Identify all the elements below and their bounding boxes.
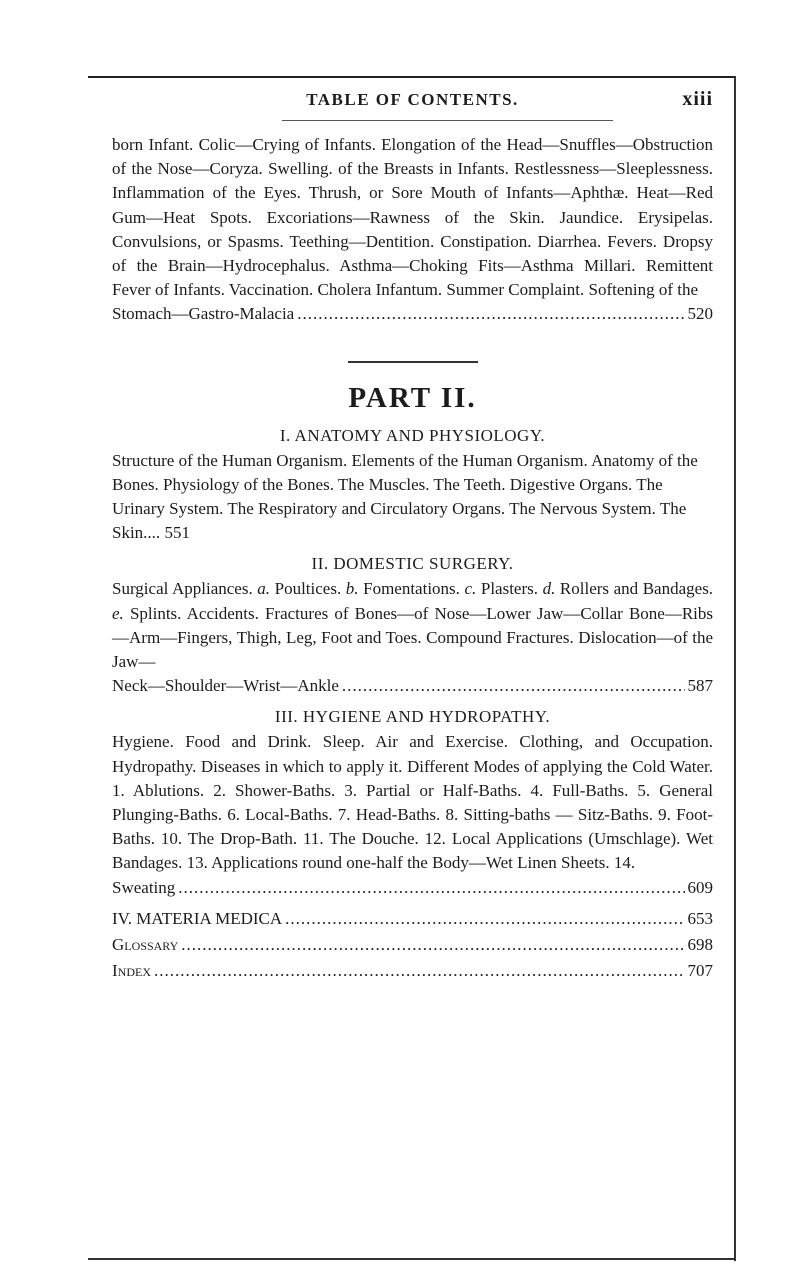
continued-entry-text: born Infant. Colic—Crying of Infants. Elongation of the Head—Snuffles—Obstruction of the Nose—Coryza. Swelling. of the Breasts in Infants. Restlessness—Sleeplessness. Inflammation of the Eyes. Thrush, or Sore Mouth of Infants—Aphthæ. Heat—Red Gum—Heat Spots. Excoriations—Rawness of the Skin. Jaundice. Erysipelas. Convulsions, or Spasms. Teething—Dentition. Constipation. Diarrhea. Fevers. Dropsy of the Brain—Hydrocephalus. Asthma—Choking Fits—Asthma Millari. Remittent Fever of Infants. Vaccination. Cholera Infantum. Summer Complaint. Softening of the [112,135,713,300]
dot-leader [297,302,684,326]
section-hygiene-page: 609 [687,877,713,897]
surgery-text-d: Plasters. [480,579,539,599]
surgery-marker-c: c. [464,579,477,599]
running-head-rule [282,120,613,121]
section-hygiene-last-line: Sweating [112,877,176,897]
continued-entry [112,133,713,327]
part-divider-rule [348,361,478,363]
surgery-marker-b: b. [345,579,359,599]
page-number: xiii [682,88,713,110]
surgery-text-e: Rollers and Bandages. [559,579,714,599]
continued-entry-page: 520 [687,304,713,324]
surgery-marker-d: d. [542,579,556,599]
scan-border-bottom [88,1258,736,1260]
scan-border-top [88,76,736,78]
book-page [112,88,713,984]
section-surgery-last-line: Neck—Shoulder—Wrist—Ankle [112,676,339,696]
section-heading-surgery: II. DOMESTIC SURGERY. [311,554,514,574]
trailing-entries [112,906,713,984]
toc-entry-page: 707 [687,960,713,980]
dot-leader [178,876,684,900]
surgery-text-b: Poultices. [274,579,342,599]
surgery-text-f: Splints. Accidents. Fractures of Bones—of Nose—Lower Jaw—Collar Bone—Ribs—Arm—Fingers, Thigh, Leg, Foot and Toes. Compound Fractures. Dislocation—of the Jaw— [112,603,714,672]
section-hygiene [112,730,713,899]
section-surgery [112,577,713,698]
toc-entry-index [112,958,713,984]
section-heading-hygiene: III. HYGIENE AND HYDROPATHY. [274,707,551,727]
toc-entry-label: Index [112,960,151,980]
continued-entry-leader [112,302,713,326]
section-hygiene-text: Hygiene. Food and Drink. Sleep. Air and Exercise. Clothing, and Occupation. Hydropathy. Diseases in which to apply it. Different Modes of applying the Cold Water. 1. Ablutions. 2. Shower-Baths. 3. Partial or Half-Baths. 4. Full-Baths. 5. General Plunging-Baths. 6. Local-Baths. 7. Head-Baths. 8. Sitting-baths — Sitz-Baths. 9. Foot-Baths. 10. The Drop-Bath. 11. The Douche. 12. Local Applications (Umschlage). Wet Bandages. 13. Applications round one-half the Body—Wet Linen Sheets. 14. [112,732,713,873]
surgery-marker-e: e. [112,603,124,623]
dot-leader [285,906,684,932]
toc-entry-label: IV. MATERIA MEDICA [112,908,283,928]
section-surgery-text [112,577,713,674]
toc-entry-label: Glossary [112,934,179,954]
section-heading-anatomy: I. ANATOMY AND PHYSIOLOGY. [279,425,546,445]
section-surgery-leader [112,674,713,698]
surgery-marker-a: a. [257,579,271,599]
scan-border-right [734,76,736,1261]
toc-entry-page: 653 [687,908,713,928]
section-anatomy-page: 551 [164,523,190,543]
running-head-title: TABLE OF CONTENTS. [306,90,519,109]
toc-entry-page: 698 [687,934,713,954]
surgery-text-c: Fomentations. [363,579,460,599]
dot-leader [154,958,685,984]
section-anatomy-text: Structure of the Human Organism. Elements of the Human Organism. Anatomy of the Bones. Physiology of the Bones. The Muscles. The Teeth. Digestive Organs. The Urinary System. The Respiratory and Circulatory Organs. The Nervous System. The Skin.... [112,450,698,543]
surgery-text-a: Surgical Appliances. [112,579,253,599]
section-anatomy-body [112,449,713,546]
section-anatomy [112,449,713,546]
dot-leader [181,932,684,958]
section-surgery-page: 587 [687,676,713,696]
part-heading: PART II. [348,381,477,414]
section-hygiene-leader [112,876,713,900]
dot-leader [342,674,685,698]
continued-entry-last-line: Stomach—Gastro-Malacia [112,304,295,324]
toc-entry-glossary [112,932,713,958]
toc-entry-materia-medica [112,906,713,932]
running-head [112,88,713,118]
